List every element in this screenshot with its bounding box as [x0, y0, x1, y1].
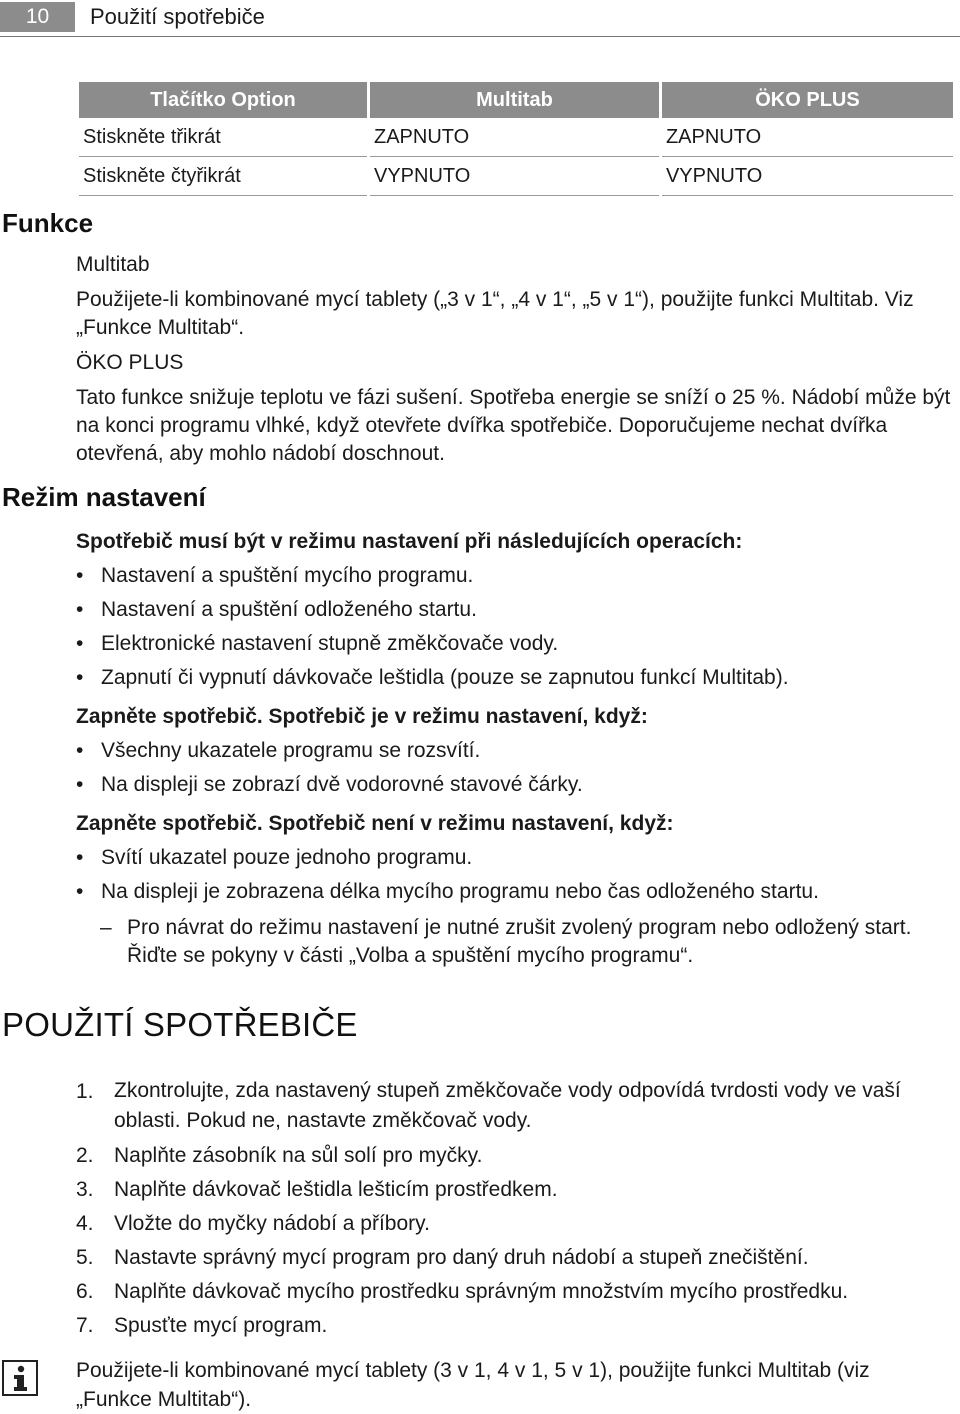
oko-plus-text: Tato funkce snižuje teplotu ve fázi sušení. Spotřeba energie se sníží o 25 %. Nádobí může být na konci programu vlhké, když otevřete dvířka spotřebiče. Doporučujeme nechat dvířka otevřená, aby mohlo nádobí doschnout.	[76, 386, 951, 465]
page-header	[0, 0, 960, 36]
info-icon	[2, 1360, 38, 1396]
option-table	[76, 82, 956, 196]
table-header: ÖKO PLUS	[662, 82, 953, 118]
bullet-icon: •	[76, 880, 84, 903]
table-cell: ZAPNUTO	[662, 118, 953, 157]
table-cell: ZAPNUTO	[370, 118, 659, 157]
oko-plus-title: ÖKO PLUS	[76, 351, 184, 374]
funkce-heading: Funkce	[2, 208, 94, 238]
rezim-intro: Spotřebič musí být v režimu nastavení při následujících operacích:	[76, 530, 743, 553]
not-in-title: Zapněte spotřebič. Spotřebič není v režimu nastavení, když:	[76, 812, 674, 835]
manual-page: 10 Použití spotřebiče Tlačítko Option Multitab ÖKO PLUS Stiskněte třikrát ZAPNUTO ZAPNUTO Stiskněte čtyřikrát VYPNUTO VYPNUTO Funkce Multitab Použijete-li kombinované mycí tablety („3 v 1“, „4 v 1“, „5 v 1“), použijte funkci Multitab. Viz „Funkce Multitab“. ÖKO PLUS Tato funkce snižuje teplotu ve fázi sušení. Spotřeba energie se sníží o 25 %. Nádobí může být na konci programu vlhké, když otevřete dvířka spotřebiče. Doporučujeme nechat dvířka otevřená, aby mohlo nádobí doschnout. Režim nastavení Spotřebič musí být v režimu nastavení při následujících operacích: • Nastavení a spuštění mycího programu. • Nastavení a spuštění odloženého startu. • Elektronické nastavení stupně změkčovače vody. • Zapnutí či vypnutí dávkovače leštidla (pouze se zapnutou funkcí Multitab). Zapněte spotřebič. Spotřebič je v režimu nastavení, když: • Všechny ukazatele programu se rozsvítí. • Na displeji se zobrazí dvě vodorovné stavové čárky. Zapněte spotřebič. Spotřebič není v režimu nastavení, když: • Svítí ukazatel pouze jednoho programu. • Na displeji je zobrazena délka mycího programu nebo čas odloženého startu. – Pro návrat do režimu nastavení je nutné zrušit zvolený program nebo odložený start. Řiďte se pokyny v části „Volba a spuštění mycího programu“. POUŽITÍ SPOTŘEBIČE 1. Zkontrolujte, zda nastavený stupeň změkčovače vody odpovídá tvrdosti vody ve vaší oblasti. Pokud ne, nastavte změkčovač vody. 2. Naplňte zásobník na sůl solí pro myčky. 3. Naplňte dávkovač leštidla lešticím prostředkem. 4. Vložte do myčky nádobí a příbory. 5. Nastavte správný mycí program pro daný druh nádobí a stupeň znečištění. 6. Naplňte dávkovač mycího prostředku správným množstvím mycího prostředku. 7. Spusťte mycí program. Použijete-li kombinované mycí tablety (3 v 1, 4 v 1, 5 v 1), použijte funkci Multitab (viz „Funkce Multitab“).	[0, 0, 960, 1413]
rezim-heading: Režim nastavení	[2, 482, 206, 512]
dash-icon: –	[100, 916, 112, 939]
bullet-icon: •	[76, 598, 84, 621]
header-divider	[0, 36, 960, 37]
table-cell: Stiskněte třikrát	[79, 118, 367, 157]
table-row	[79, 118, 953, 157]
page-number: 10	[0, 2, 75, 32]
bullet-icon: •	[76, 739, 84, 762]
bullet-icon: •	[76, 564, 84, 587]
table-header: Multitab	[370, 82, 659, 118]
table-cell: VYPNUTO	[662, 157, 953, 196]
multitab-text: Použijete-li kombinované mycí tablety („3 v 1“, „4 v 1“, „5 v 1“), použijte funkci Multitab. Viz „Funkce Multitab“.	[76, 288, 914, 339]
table-header-row	[79, 82, 953, 118]
table-cell: Stiskněte čtyřikrát	[79, 157, 367, 196]
table-header: Tlačítko Option	[79, 82, 367, 118]
table-row	[79, 157, 953, 196]
section-title: POUŽITÍ SPOTŘEBIČE	[2, 1006, 358, 1043]
table-cell: VYPNUTO	[370, 157, 659, 196]
header-title: Použití spotřebiče	[90, 4, 265, 29]
bullet-icon: •	[76, 666, 84, 689]
bullet-icon: •	[76, 846, 84, 869]
info-text: Použijete-li kombinované mycí tablety (3 v 1, 4 v 1, 5 v 1), použijte funkci Multitab (viz „Funkce Multitab“).	[76, 1359, 870, 1411]
is-in-title: Zapněte spotřebič. Spotřebič je v režimu nastavení, když:	[76, 705, 648, 728]
bullet-icon: •	[76, 632, 84, 655]
multitab-title: Multitab	[76, 253, 150, 276]
bullet-icon: •	[76, 773, 84, 796]
